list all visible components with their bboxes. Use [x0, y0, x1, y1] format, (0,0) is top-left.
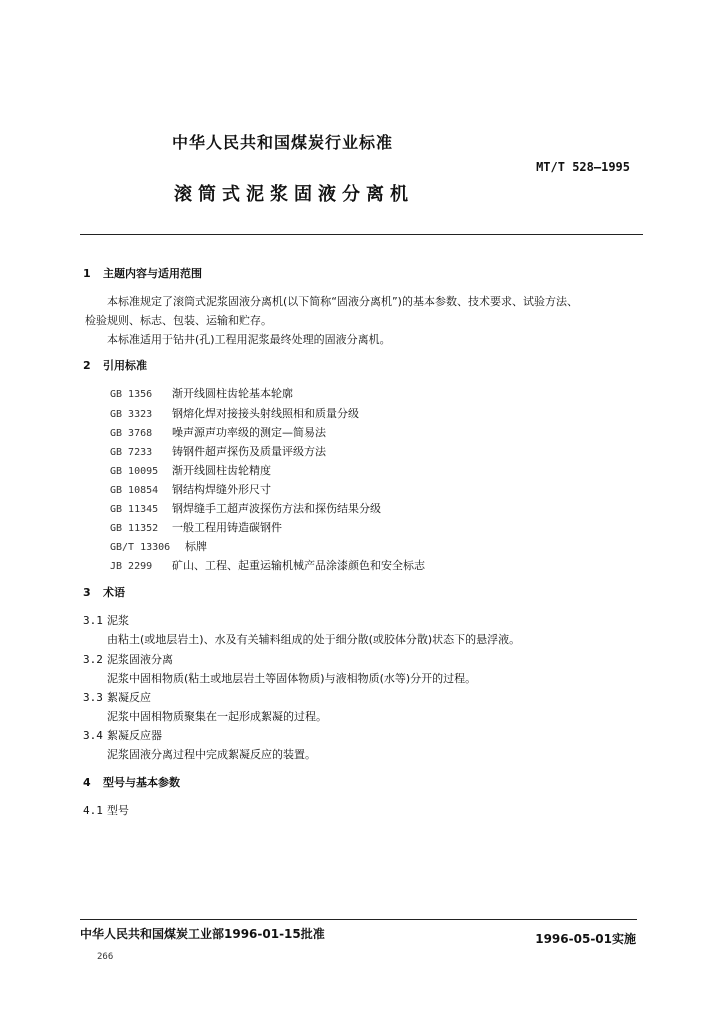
- section-title: 主题内容与适用范围: [103, 267, 202, 280]
- term-definition: 泥浆中固相物质(粘土或地层岩土等固体物质)与液相物质(水等)分开的过程。: [107, 672, 477, 685]
- reference-code: GB 3323: [110, 409, 153, 420]
- term-number: 3.1: [83, 614, 103, 627]
- reference-item: [110, 519, 282, 535]
- term-definition: 泥浆固液分离过程中完成絮凝反应的装置。: [107, 748, 316, 761]
- reference-title: 渐开线圆柱齿轮基本轮廓: [172, 387, 293, 400]
- term-definition: 泥浆中固相物质聚集在一起形成絮凝的过程。: [107, 710, 327, 723]
- term-heading: [83, 727, 162, 743]
- section-1-paragraph-1-line-2: 检验规则、标志、包装、运输和贮存。: [85, 314, 272, 327]
- reference-title: 铸钢件超声探伤及质量评级方法: [172, 445, 326, 458]
- term-name: 絮凝反应器: [107, 729, 162, 742]
- section-title: 引用标准: [103, 359, 147, 372]
- term-name: 絮凝反应: [107, 691, 151, 704]
- term-number: 3.3: [83, 691, 103, 704]
- implementation-date: 1996-05-01实施: [535, 932, 636, 946]
- reference-item: [110, 385, 293, 401]
- page-number: 266: [97, 952, 114, 962]
- subsection-heading: [83, 802, 129, 818]
- reference-item: [110, 424, 326, 440]
- reference-item: [110, 557, 425, 573]
- reference-title: 标牌: [185, 540, 207, 553]
- issuing-agency: 中华人民共和国煤炭行业标准: [172, 133, 394, 152]
- reference-code: GB 7233: [110, 447, 153, 458]
- section-title: 术语: [103, 586, 125, 599]
- reference-code: GB 10095: [110, 466, 159, 477]
- section-number: 1: [83, 267, 91, 280]
- reference-title: 噪声源声功率级的测定—简易法: [172, 426, 326, 439]
- reference-item: [110, 500, 381, 516]
- term-name: 泥浆: [107, 614, 129, 627]
- term-heading: [83, 651, 173, 667]
- section-number: 2: [83, 359, 91, 372]
- standard-number: MT/T 528—1995: [536, 160, 630, 174]
- term-number: 3.4: [83, 729, 103, 742]
- reference-code: JB 2299: [110, 561, 153, 572]
- reference-code: GB 11352: [110, 523, 159, 534]
- header-divider: [80, 234, 643, 235]
- section-2-heading: [83, 357, 147, 373]
- term-number: 3.2: [83, 653, 103, 666]
- reference-title: 矿山、工程、起重运输机械产品涂漆颜色和安全标志: [172, 559, 425, 572]
- subsection-number: 4.1: [83, 804, 103, 817]
- term-heading: [83, 689, 151, 705]
- footer-divider: [80, 919, 637, 920]
- section-title: 型号与基本参数: [103, 776, 180, 789]
- reference-item: [110, 405, 359, 421]
- reference-item: [110, 462, 271, 478]
- section-1-heading: [83, 265, 202, 281]
- reference-title: 钢结构焊缝外形尺寸: [172, 483, 271, 496]
- reference-title: 钢焊缝手工超声波探伤方法和探伤结果分级: [172, 502, 381, 515]
- reference-code: GB 11345: [110, 504, 159, 515]
- term-definition: 由粘土(或地层岩土)、水及有关辅料组成的处于细分散(或胶体分散)状态下的悬浮液。: [107, 633, 521, 646]
- term-name: 泥浆固液分离: [107, 653, 173, 666]
- reference-code: GB 1356: [110, 389, 153, 400]
- reference-title: 渐开线圆柱齿轮精度: [172, 464, 271, 477]
- reference-item: [110, 443, 326, 459]
- approval-line: 中华人民共和国煤炭工业部1996-01-15批准: [80, 927, 325, 941]
- reference-item: [110, 481, 271, 497]
- reference-item: [110, 538, 207, 554]
- section-1-paragraph-1-line-1: 本标准规定了滚筒式泥浆固液分离机(以下简称“固液分离机”)的基本参数、技术要求、试验方法、: [107, 295, 578, 308]
- reference-title: 钢熔化焊对接接头射线照相和质量分级: [172, 407, 359, 420]
- section-number: 3: [83, 586, 91, 599]
- section-number: 4: [83, 776, 91, 789]
- section-4-heading: [83, 774, 180, 790]
- term-heading: [83, 612, 129, 628]
- reference-code: GB 3768: [110, 428, 153, 439]
- reference-code: GB/T 13306: [110, 542, 171, 553]
- document-title: 滚筒式泥浆固液分离机: [174, 184, 414, 205]
- section-3-heading: [83, 584, 125, 600]
- reference-code: GB 10854: [110, 485, 159, 496]
- subsection-title: 型号: [107, 804, 129, 817]
- reference-title: 一般工程用铸造碳钢件: [172, 521, 282, 534]
- section-1-paragraph-2: 本标准适用于钻井(孔)工程用泥浆最终处理的固液分离机。: [107, 333, 391, 346]
